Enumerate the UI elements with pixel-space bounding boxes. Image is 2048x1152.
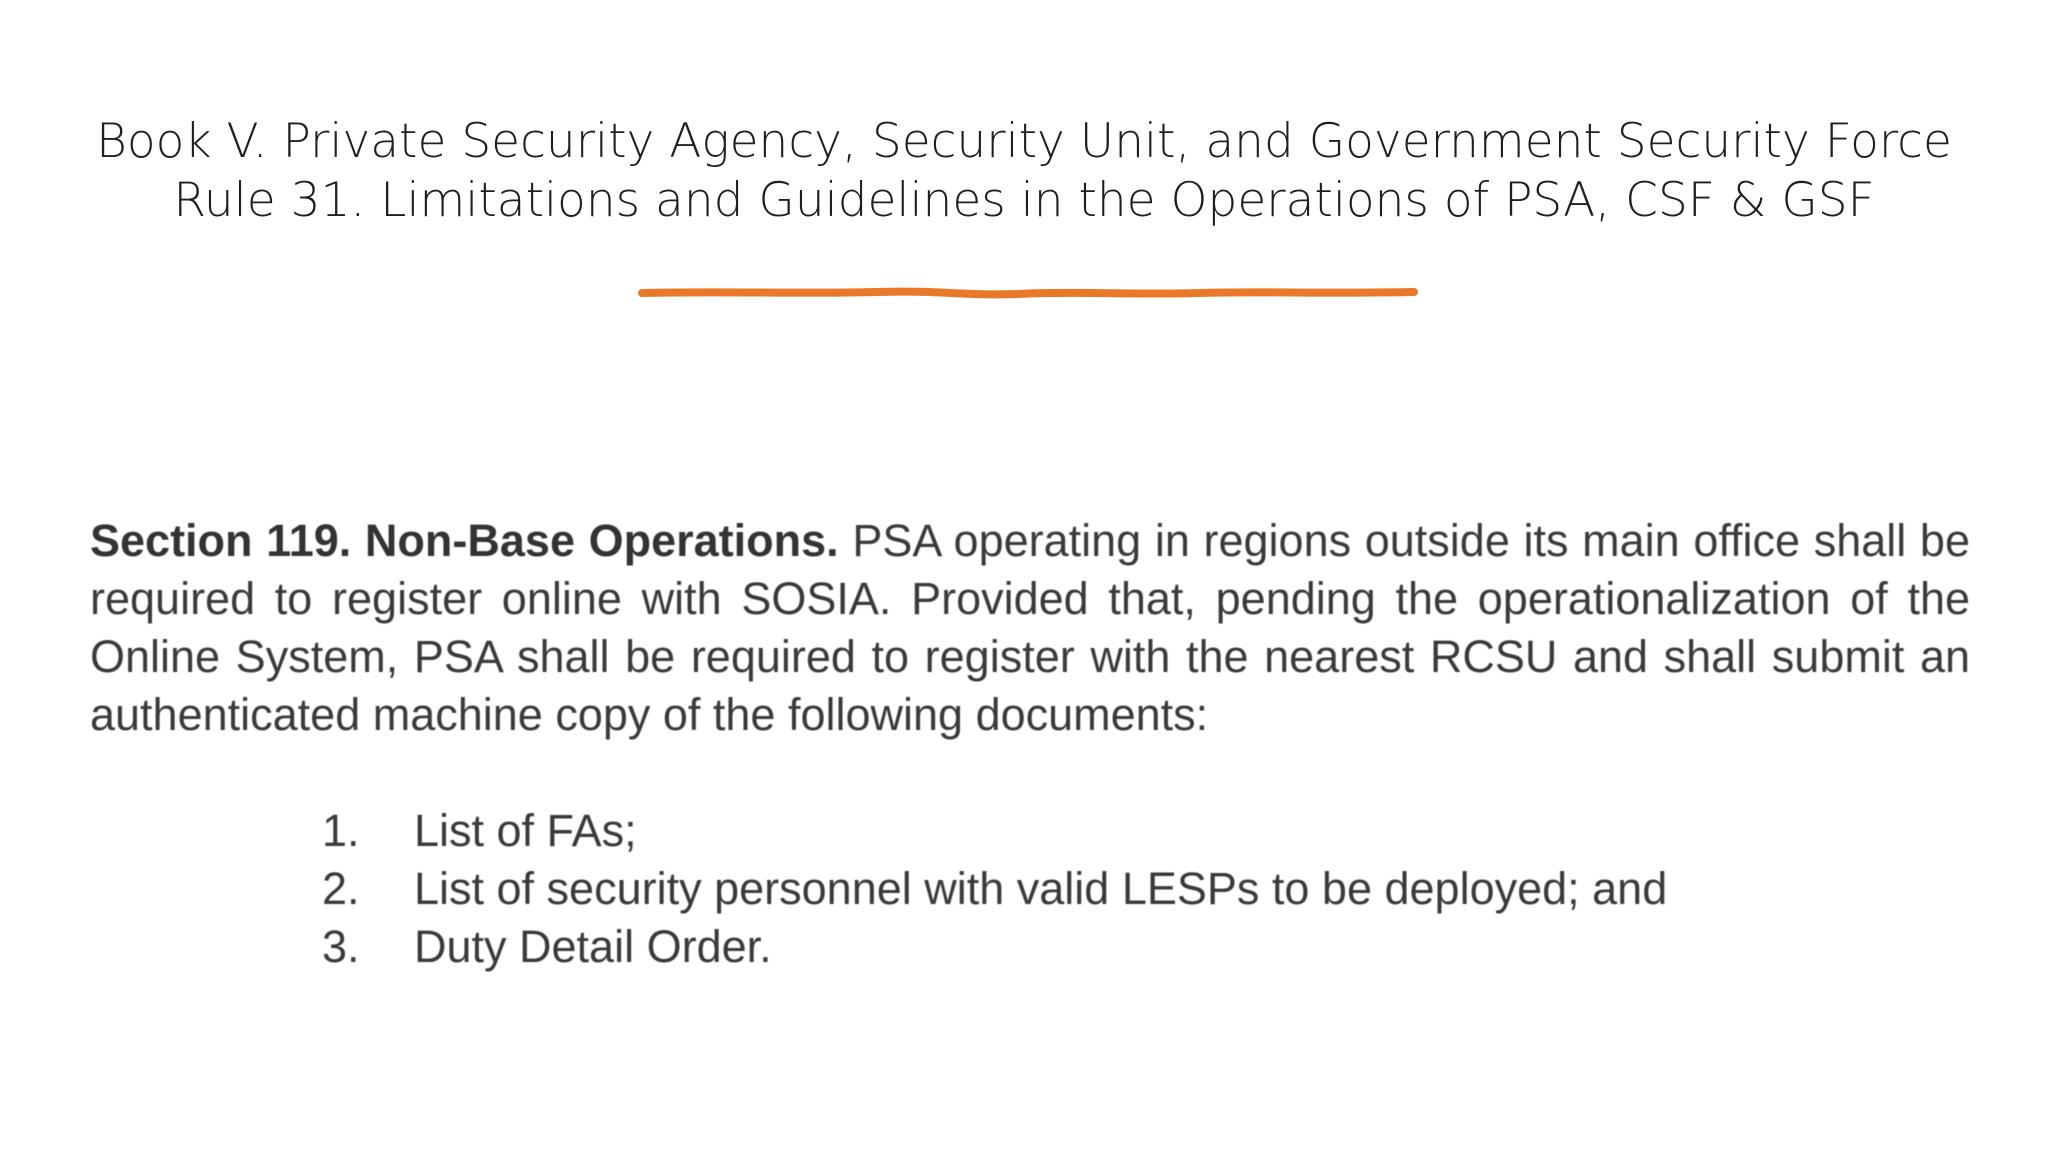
list-item xyxy=(322,860,1667,918)
list-item xyxy=(322,918,1667,976)
title-line-rule: Rule 31. Limitations and Guidelines in the Operations of PSA, CSF & GSF xyxy=(173,173,1875,228)
section-paragraph xyxy=(90,512,1970,744)
list-item-number: 3. xyxy=(322,921,360,972)
list-item-text: List of security personnel with valid LESPs to be deployed; and xyxy=(414,863,1668,914)
list-item-number: 1. xyxy=(322,805,360,856)
required-documents-list xyxy=(322,802,1667,976)
list-item xyxy=(322,802,1667,860)
slide-title xyxy=(0,112,2048,230)
accent-underline xyxy=(638,286,1418,300)
list-item-number: 2. xyxy=(322,863,360,914)
title-line-book: Book V. Private Security Agency, Security Unit, and Government Security Force xyxy=(96,114,1952,169)
section-heading: Section 119. Non-Base Operations. xyxy=(90,515,839,566)
list-item-text: List of FAs; xyxy=(414,805,637,856)
list-item-text: Duty Detail Order. xyxy=(414,921,772,972)
section-body: PSA operating in regions outside its main office shall be required to register online with SOSIA. Provided that, pending the operationalization of the Online System, PSA shall be required to register with the nearest RCSU and shall submit an authenticated machine copy of the following documents: xyxy=(90,515,1970,740)
